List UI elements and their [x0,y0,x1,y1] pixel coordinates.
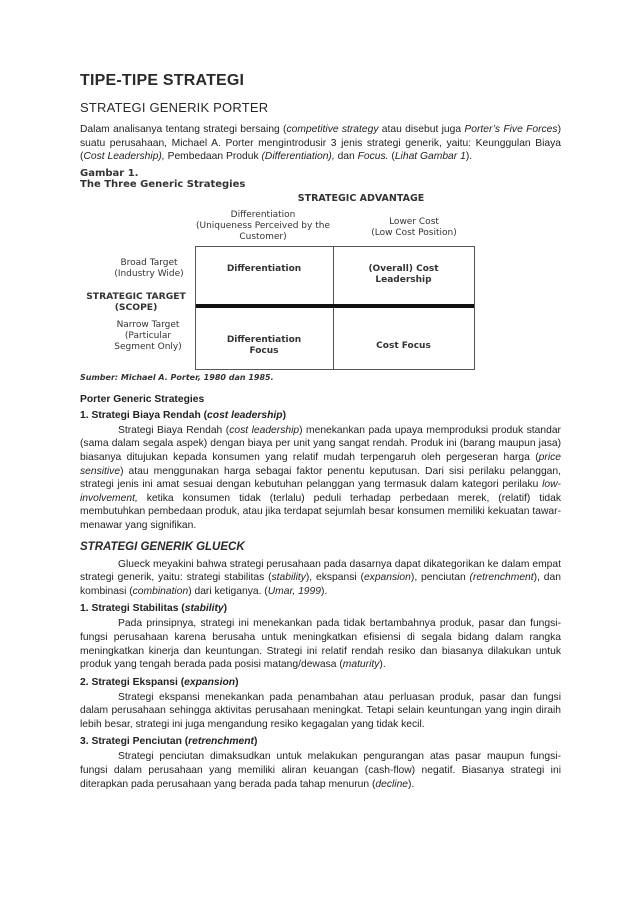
glueck-heading: STRATEGI GENERIK GLUECK [80,540,245,553]
page-title: TIPE-TIPE STRATEGI [80,72,245,89]
porter-heading: Porter Generic Strategies [80,393,205,405]
glueck-strategy-1-paragraph: Pada prinsipnya, strategi ini menekankan pada tidak bertambahnya produk, pasar dan fungsi-fungsi perusahaan karena berusaha untuk meningkatkan efisiensi di segala bidang dalam rangka meningkatkan kinerja dan keuntungan. Strategi ini relatif rendah resiko dan biasanya dilakukan untuk produk yang tengah berada pada posisi matang/dewasa (maturity). [80,618,561,671]
glueck-strategy-3-paragraph: Strategi penciutan dimaksudkan untuk melakukan pengurangan atas pasar maupun fungsi-fungsi dalam perusahaan yang memiliki aliran keuangan (cash-flow) negatif. Biasanya strategi ini diterapkan pada perusahaan yang berada pada tahap menurun (decline). [80,751,561,790]
porter-strategy-1-heading: 1. Strategi Biaya Rendah (cost leadership) [80,409,287,421]
porter-strategy-1-paragraph: Strategi Biaya Rendah (cost leadership) menekankan pada upaya memproduksi produk standar (sama dalam segala aspek) dengan biaya per unit yang sangat rendah. Produk ini (barang maupun jasa) biasanya ditujukan kepada konsumen yang relatif mudah terpengaruh oleh pergeseran harga (price sensitive) atau menggunakan harga sebagai faktor penentu keputusan. Dari sisi perilaku pelanggan, strategi jenis ini amat sesuai dengan kebutuhan pelanggan yang termasuk dalam kategori perilaku low-involvement, ketika konsumen tidak (terlalu) peduli terhadap perbedaan merek, (relatif) tidak membutuhkan pembedaan produk, atau jika terdapat sejumlah besar konsumen memiliki kekuatan tawar-menawar yang signifikan. [80,424,561,531]
column-differentiation-label: Differentiation (Uniqueness Perceived by the Customer) [196,209,330,242]
glueck-intro-paragraph: Glueck meyakini bahwa strategi perusahaan pada dasarnya dapat dikategorikan ke dalam empat strategi generik, yaitu: strategi stabilitas (stability), ekspansi (expansion), penciutan (retrenchment), dan kombinasi (combination) dari ketiganya. (Umar, 1999). [80,558,561,597]
glueck-strategy-3-heading: 3. Strategi Penciutan (retrenchment) [80,736,258,748]
glueck-strategy-2-paragraph: Strategi ekspansi menekankan pada penambahan atau perluasan produk, pasar dan fungsi dalam perusahaan sehingga aktivitas perusahaan meningkat. Tetapi selain keuntungan yang ingin diraih lebih besar, strategi ini juga mengandung resiko kegagalan yang tidak kecil. [80,691,561,730]
row-broad-target-label: Broad Target (Industry Wide) [114,257,184,279]
cell-cost-focus: Cost Focus [376,340,431,351]
cell-differentiation: Differentiation [226,263,302,274]
matrix-horizontal-divider [196,304,474,308]
generic-strategies-figure [80,167,480,382]
document-page [80,72,561,791]
figure-label: Gambar 1. [80,167,139,179]
glueck-strategy-2-heading: 2. Strategi Ekspansi (expansion) [80,676,239,688]
column-lower-cost-label: Lower Cost (Low Cost Position) [371,216,457,238]
figure-caption: The Three Generic Strategies [80,178,246,190]
cell-cost-leadership: (Overall) Cost Leadership [368,263,439,285]
strategic-advantage-header: STRATEGIC ADVANTAGE [297,192,425,204]
cell-differentiation-focus: Differentiation Focus [226,334,302,356]
figure-source: Sumber: Michael A. Porter, 1980 dan 1985. [80,372,274,382]
section-title-porter: STRATEGI GENERIK PORTER [80,100,269,115]
row-narrow-target-label: Narrow Target (Particular Segment Only) [114,319,182,352]
intro-paragraph: Dalam analisanya tentang strategi bersaing (competitive strategy atau disebut juga Porter’s Five Forces) suatu perusahaan, Michael A. Porter mengintrodusir 3 jenis strategi generik, yaitu: Keunggulan Biaya (Cost Leadership), Pembedaan Produk (Differentiation), dan Focus. (Lihat Gambar 1). [80,124,561,163]
strategic-target-label: STRATEGIC TARGET (SCOPE) [86,290,186,313]
glueck-strategy-1-heading: 1. Strategi Stabilitas (stability) [80,603,228,615]
